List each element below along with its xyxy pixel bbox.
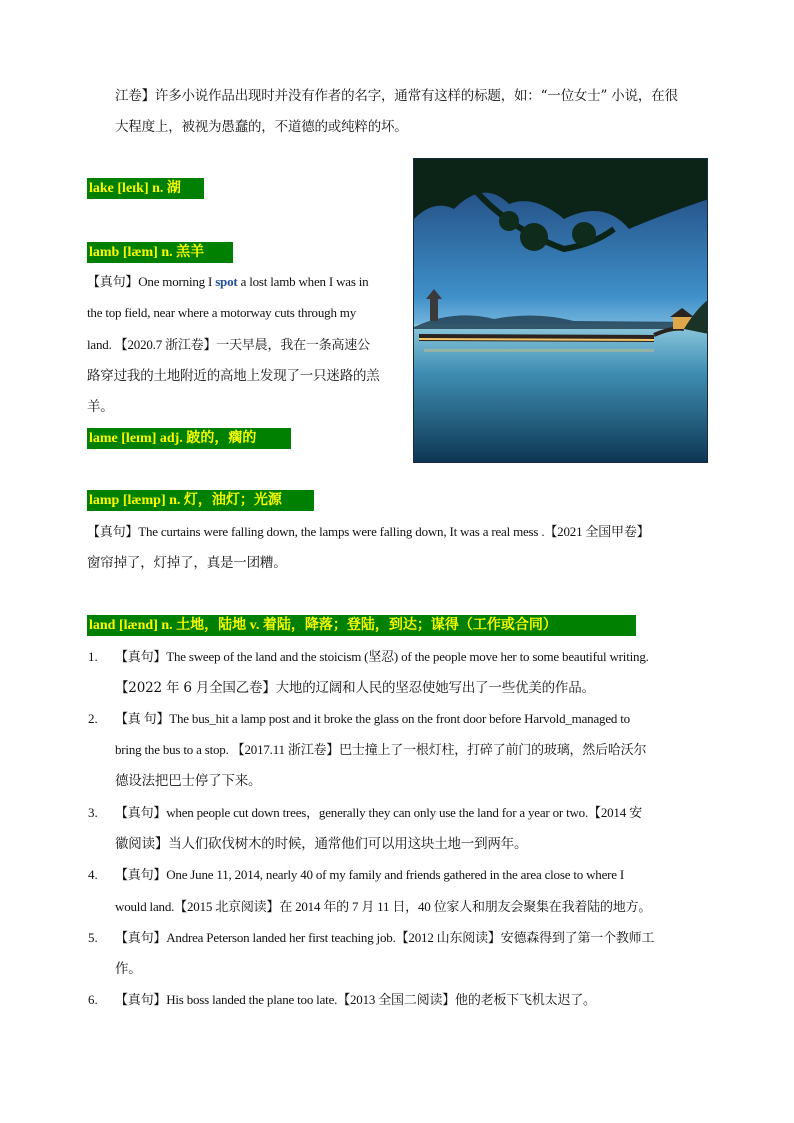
list-number: 2.: [88, 711, 98, 726]
entry-land-heading: land [lænd] n. 土地，陆地 v. 着陆，降落；登陆，到达；谋得（工作或合同）: [87, 615, 636, 636]
entry-lame-heading: lame [leɪm] adj. 跛的，瘸的: [87, 428, 291, 449]
lamb-example-line-4: 路穿过我的土地附近的高地上发现了一只迷路的羔: [87, 368, 380, 384]
land-example-4-line-1: 【真句】One June 11, 2014, nearly 40 of my family and friends gathered in the area close to where I: [115, 867, 625, 882]
intro-line-2: 大程度上，被视为愚蠢的，不道德的或纯粹的坏。: [115, 119, 408, 135]
lamb-example-line-5: 羊。: [87, 399, 114, 415]
entry-lake-heading: lake [leɪk] n. 湖: [87, 178, 204, 199]
land-example-6-line-1: 【真句】His boss landed the plane too late.【2013 全国二阅读】他的老板下飞机太迟了。: [115, 992, 596, 1007]
land-example-2-line-1: 【真 句】The bus_hit a lamp post and it broke the glass on the front door before Harvold_managed to: [115, 711, 630, 726]
land-example-1-line-1: 【真句】The sweep of the land and the stoicism (坚忍) of the people move her to some beautiful writing.: [115, 649, 649, 664]
west-lake-photo: [413, 158, 708, 463]
land-example-2-line-3: 德设法把巴士停了下来。: [115, 773, 262, 789]
entry-lamp-heading: lamp [læmp] n. 灯，油灯；光源: [87, 490, 314, 511]
lamb-example-text: a lost lamb when I was in: [237, 274, 369, 289]
land-example-3-line-2: 徽阅读】当人们砍伐树木的时候，通常他们可以用这块土地一到两年。: [115, 836, 528, 852]
list-number: 5.: [88, 930, 98, 945]
list-number: 1.: [88, 649, 98, 664]
land-example-2-line-2: bring the bus to a stop. 【2017.11 浙江卷】巴士撞上了一根灯柱，打碎了前门的玻璃，然后哈沃尔: [115, 742, 647, 757]
lamp-example-line-1: 【真句】The curtains were falling down, the lamps were falling down, It was a real mess .【2021 全国甲卷】: [87, 524, 650, 539]
keyword-spot: spot: [215, 274, 238, 289]
lamb-example-line-3: land. 【2020.7 浙江卷】一天早晨，我在一条高速公: [87, 337, 370, 352]
lamb-example-line-2: the top field, near where a motorway cuts through my: [87, 305, 357, 320]
intro-line-1: 江卷】许多小说作品出现时并没有作者的名字，通常有这样的标题，如：“一位女士” 小说，在很: [115, 88, 678, 104]
list-number: 3.: [88, 805, 98, 820]
land-example-1-line-2: 【2022 年 6 月全国乙卷】大地的辽阔和人民的坚忍使她写出了一些优美的作品。: [115, 680, 595, 696]
land-example-5-line-1: 【真句】Andrea Peterson landed her first teaching job.【2012 山东阅读】安德森得到了第一个教师工: [115, 930, 655, 945]
entry-lamb-heading: lamb [læm] n. 羔羊: [87, 242, 233, 263]
land-example-4-line-2: would land.【2015 北京阅读】在 2014 年的 7 月 11 日，40 位家人和朋友会聚集在我着陆的地方。: [115, 899, 652, 914]
list-number: 6.: [88, 992, 98, 1007]
list-number: 4.: [88, 867, 98, 882]
land-example-3-line-1: 【真句】when people cut down trees，generally they can only use the land for a year or two.【2014 安: [115, 805, 642, 820]
lamb-example-text: 【真句】One morning I: [87, 274, 216, 289]
lamb-example-line-1: [87, 272, 368, 292]
lamp-example-line-2: 窗帘掉了，灯掉了，真是一团糟。: [87, 555, 287, 571]
land-example-5-line-2: 作。: [115, 961, 142, 977]
